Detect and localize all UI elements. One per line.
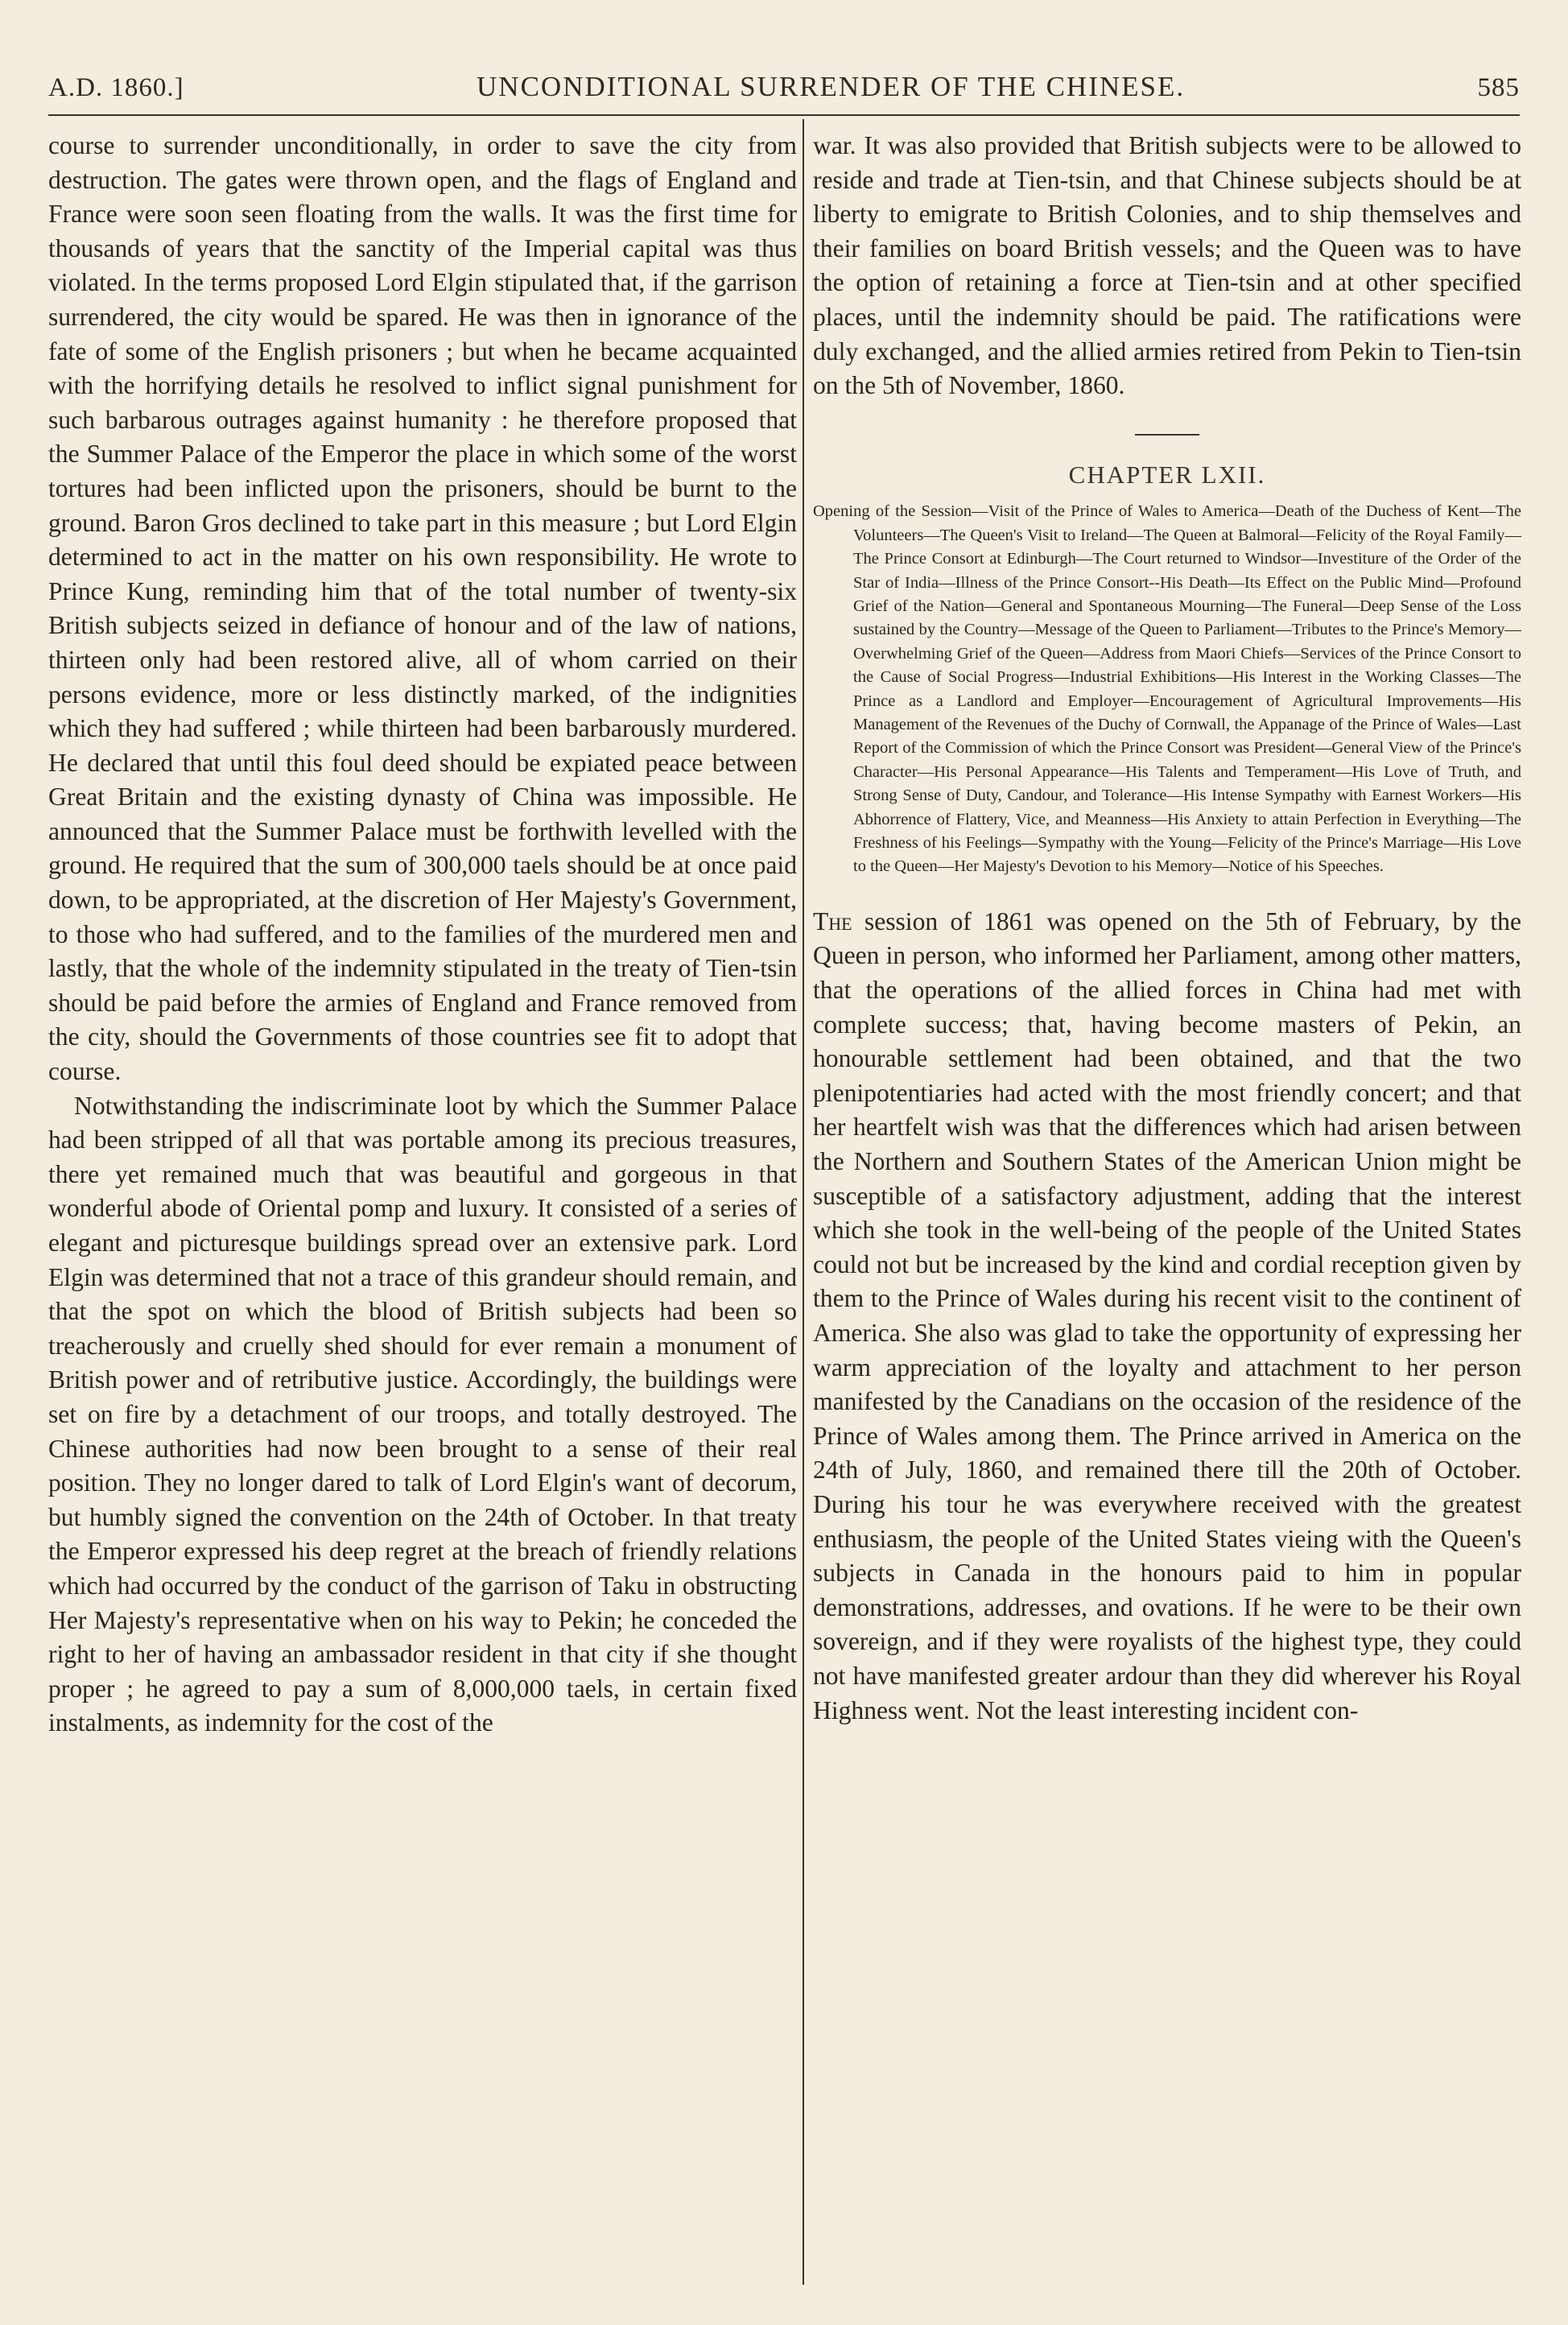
chapter-title: CHAPTER LXII.	[1068, 460, 1266, 489]
paragraph-lead-word: The	[813, 906, 852, 935]
chapter-synopsis: Opening of the Session—Visit of the Prince of Wales to America—Death of the Duchess of Kent—The Volunteers—The Queen's Visit to Ireland—The Queen at Balmoral—Felicity of the Royal Family—The Prince Consort at Edinburgh—The Court returned to Windsor—Investiture of the Order of the Star of India—Illness of the Prince Consort--His Death—Its Effect on the Public Mind—Profound Grief of the Nation—General and Spontaneous Mourning—The Funeral—Deep Sense of the Loss sustained by the Country—Message of the Queen to Parliament—Tributes to the Prince's Memory—Overwhelming Grief of the Queen—Address from Maori Chiefs—Services of the Prince Consort to the Cause of Social Progress—Industrial Exhibitions—His Interest in the Working Classes—The Prince as a Landlord and Employer—Encouragement of Agricultural Improvements—His Management of the Revenues of the Duchy of Cornwall, the Appanage of the Prince of Wales—Last Report of the Commission of which the Prince Consort was President—General View of the Prince's Character—His Personal Appearance—His Talents and Temperament—His Love of Truth, and Strong Sense of Duty, Candour, and Tolerance—His Intense Sympathy with Earnest Workers—His Abhorrence of Flattery, Vice, and Meanness—His Anxiety to attain Perfection in Everything—The Freshness of his Feelings—Sympathy with the Young—Felicity of the Prince's Marriage—His Love to the Queen—Her Majesty's Devotion to his Memory—Notice of his Speeches.	[813, 502, 1521, 876]
header-rule	[48, 114, 1520, 116]
right-paragraph-2	[813, 905, 1521, 1728]
header-title: UNCONDITIONAL SURRENDER OF THE CHINESE.	[477, 71, 1186, 102]
page-number: 585	[1477, 73, 1520, 102]
column-divider	[803, 119, 804, 2285]
left-paragraph-1: course to surrender unconditionally, in order to save the city from destruction. The gates were thrown open, and the flags of England and France were soon seen floating from the walls. It was the first time for thousands of years that the sanctity of the Imperial capital was thus violated. In the terms proposed Lord Elgin stipulated that, if the garrison surrendered, the city would be spared. He was then in ignorance of the fate of some of the English prisoners ; but when he became acquainted with the horrifying details he resolved to inflict signal punishment for such barbarous outrages against humanity : he therefore proposed that the Summer Palace of the Emperor the place in which some of the worst tortures had been inflicted upon the prisoners, should be burnt to the ground. Baron Gros declined to take part in this measure ; but Lord Elgin determined to act in the matter on his own responsibility. He wrote to Prince Kung, reminding him that of the total number of twenty-six British subjects seized in defiance of honour and of the law of nations, thirteen only had been restored alive, all of whom carried on their persons evidence, more or less distinctly marked, of the indignities which they had suffered ; while thirteen had been barbarously murdered. He declared that until this foul deed should be expiated peace between Great Britain and the existing dynasty of China was impossible. He announced that the Summer Palace must be forthwith levelled with the ground. He required that the sum of 300,000 taels should be at once paid down, to be appropriated, at the discretion of Her Majesty's Government, to those who had suffered, and to the families of the murdered men and lastly, that the whole of the indemnity stipulated in the treaty of Tien-tsin should be paid before the armies of England and France removed from the city, should the Governments of those countries see fit to adopt that course.	[48, 131, 797, 1086]
right-column	[813, 129, 1521, 1728]
right-paragraph-2-text: session of 1861 was opened on the 5th of February, by the Queen in person, who informed her Parliament, among other matters, that the operations of the allied forces in China had met with complete success; that, having become masters of Pekin, an honourable settlement had been obtained, and that the two plenipotentiaries had acted with the most friendly concert; and that her heartfelt wish was that the differences which had arisen between the Northern and Southern States of the American Union might be susceptible of a satisfactory adjustment, adding that the interest which she took in the well-being of the people of the United States could not but be increased by the kind and cordial reception given by them to the Prince of Wales during his recent visit to the continent of America. She also was glad to take the opportunity of expressing her warm appreciation of the loyalty and attachment to her person manifested by the Canadians on the occasion of the residence of the Prince of Wales among them. The Prince arrived in America on the 24th of July, 1860, and remained there till the 20th of October. During his tour he was everywhere received with the greatest enthusiasm, the people of the United States vieing with the Queen's subjects in Canada in the honours paid to him in popular demonstrations, addresses, and ovations. If he were to be their own sovereign, and if they were royalists of the highest type, they could not have manifested greater ardour than they did wherever his Royal Highness went. Not the least interesting incident con-	[813, 906, 1521, 1724]
running-header	[48, 71, 1520, 108]
left-column	[48, 129, 797, 1741]
left-paragraph-2: Notwithstanding the indiscriminate loot by which the Summer Palace had been stripped of all that was portable among its precious treasures, there yet remained much that was beautiful and gorgeous in that wonderful abode of Oriental pomp and luxury. It consisted of a series of elegant and picturesque buildings spread over an extensive park. Lord Elgin was determined that not a trace of this grandeur should remain, and that the spot on which the blood of British subjects had been so treacherously and cruelly shed should for ever remain a monument of British power and of retributive justice. Accordingly, the buildings were set on fire by a detachment of our troops, and totally destroyed. The Chinese authorities had now been brought to a sense of their real position. They no longer dared to talk of Lord Elgin's want of decorum, but humbly signed the convention on the 24th of October. In that treaty the Emperor expressed his deep regret at the breach of friendly relations which had occurred by the conduct of the garrison of Taku in obstructing Her Majesty's representative when on his way to Pekin; he conceded the right to her of having an ambassador resident in that city if she thought proper ; he agreed to pay a sum of 8,000,000 taels, in certain fixed instalments, as indemnity for the cost of the	[48, 1091, 797, 1737]
header-date: A.D. 1860.]	[48, 73, 184, 102]
section-rule	[1135, 434, 1199, 436]
right-paragraph-1: war. It was also provided that British subjects were to be allowed to reside and trade at Tien-tsin, and that Chinese subjects should be at liberty to emigrate to British Colonies, and to ship themselves and their families on board British vessels; and the Queen was to have the option of retaining a force at Tien-tsin and at other specified places, until the indemnity should be paid. The ratifications were duly exchanged, and the allied armies retired from Pekin to Tien-tsin on the 5th of November, 1860.	[813, 131, 1521, 400]
